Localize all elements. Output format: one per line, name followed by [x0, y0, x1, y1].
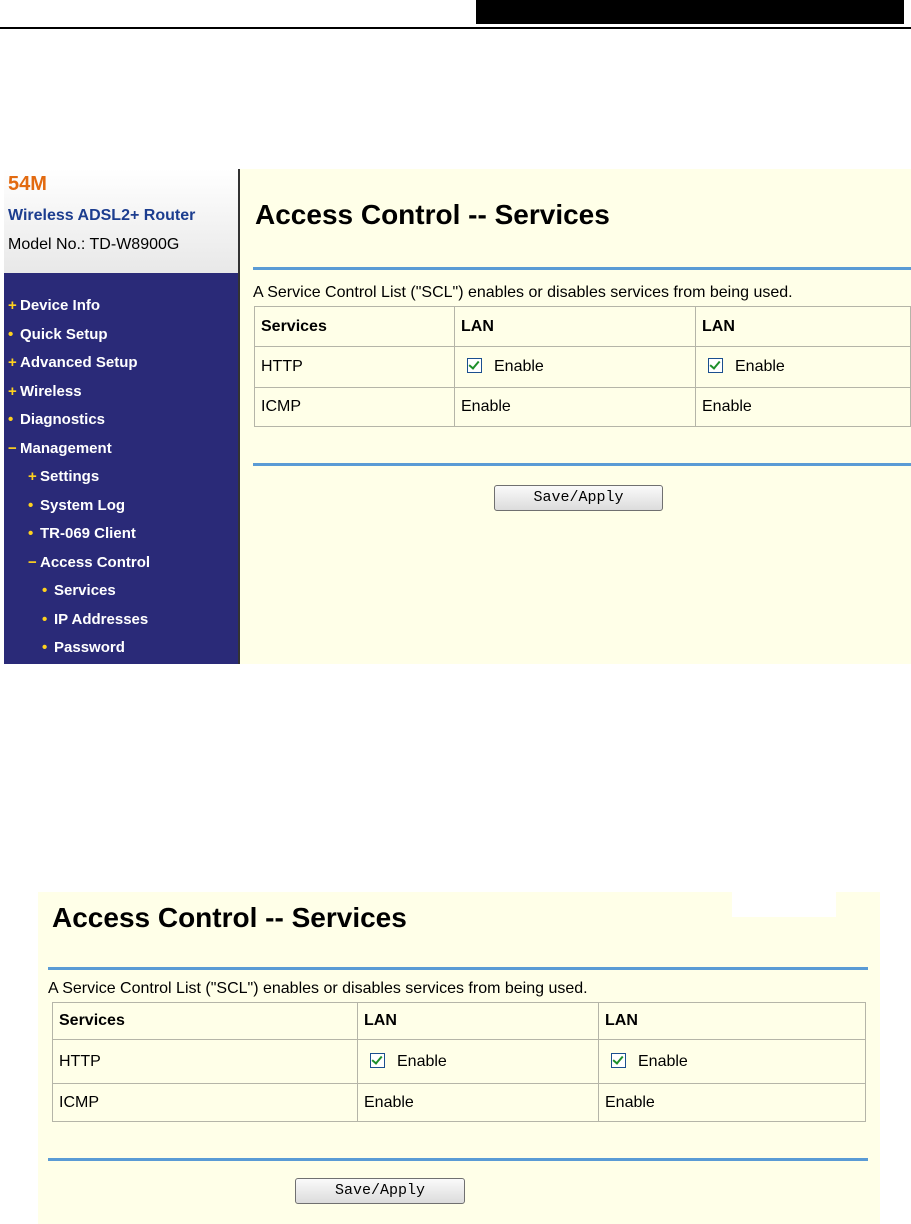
checkbox-checked-icon[interactable]	[467, 358, 482, 373]
sidebar-item-label: IP Addresses	[54, 611, 149, 628]
sidebar-item-label: Quick Setup	[20, 326, 108, 343]
page-title: Access Control -- Services	[255, 199, 610, 230]
sidebar-item-label: Settings	[40, 468, 100, 485]
router-web-ui-full	[4, 169, 911, 664]
sidebar-item-label: Advanced Setup	[20, 354, 138, 371]
table-row	[255, 388, 911, 427]
brand-product: Wireless ADSL2+ Router	[8, 207, 196, 224]
sidebar-item-services[interactable]	[42, 582, 116, 599]
checkbox-checked-icon[interactable]	[611, 1053, 626, 1068]
model-label: Model No.:	[8, 236, 90, 253]
service-name: ICMP	[53, 1084, 358, 1122]
bullet-icon: •	[42, 582, 48, 599]
sidebar-item-diagnostics[interactable]	[8, 411, 105, 428]
bullet-icon: •	[8, 411, 14, 428]
bullet-icon: •	[8, 326, 14, 343]
service-toggle-cell[interactable]	[696, 347, 911, 388]
sidebar-item-device-info[interactable]	[8, 297, 100, 314]
main-content	[240, 169, 911, 664]
sidebar-item-settings[interactable]	[28, 468, 99, 485]
sidebar-item-ip-addresses[interactable]	[42, 611, 148, 628]
header-services: Services	[255, 307, 455, 347]
collapse-icon: −	[28, 554, 37, 571]
bullet-icon: •	[42, 611, 48, 628]
sidebar-item-label: TR-069 Client	[40, 525, 136, 542]
sidebar-item-access-control[interactable]	[28, 554, 150, 571]
sidebar-item-label: Services	[54, 582, 116, 599]
service-name: HTTP	[255, 347, 455, 388]
sidebar-item-label: Access Control	[40, 554, 151, 571]
checkbox-label: Enable	[638, 1052, 688, 1070]
page-header-rule	[0, 27, 911, 29]
sidebar-item-label: System Log	[40, 497, 126, 514]
save-apply-button[interactable]: Save/Apply	[295, 1178, 465, 1204]
expand-icon: +	[8, 354, 17, 371]
service-status: Enable	[599, 1084, 866, 1122]
bullet-icon: •	[28, 525, 34, 542]
services-table	[254, 306, 911, 427]
sidebar-item-system-log[interactable]	[28, 497, 125, 514]
checkbox-label: Enable	[494, 358, 544, 375]
service-toggle-cell[interactable]	[455, 347, 696, 388]
header-lan: LAN	[599, 1003, 866, 1040]
brand-model	[8, 236, 179, 254]
sidebar-item-label: Diagnostics	[20, 411, 106, 428]
sidebar-item-management[interactable]	[8, 440, 112, 457]
table-header-row	[53, 1003, 866, 1040]
divider-top	[48, 967, 868, 970]
divider-bottom	[48, 1158, 868, 1161]
page-title: Access Control -- Services	[52, 902, 407, 933]
sidebar-item-quick-setup[interactable]	[8, 326, 108, 343]
model-value: TD-W8900G	[89, 236, 180, 253]
sidebar-item-label: Password	[54, 639, 125, 656]
expand-icon: +	[8, 383, 17, 400]
service-status: Enable	[696, 388, 911, 427]
service-name: ICMP	[255, 388, 455, 427]
sidebar	[4, 169, 238, 664]
page-header-bar	[476, 0, 904, 24]
checkbox-checked-icon[interactable]	[708, 358, 723, 373]
expand-icon: +	[28, 468, 37, 485]
bullet-icon: •	[28, 497, 34, 514]
header-lan: LAN	[358, 1003, 599, 1040]
checkbox-label: Enable	[397, 1052, 447, 1070]
checkbox-checked-icon[interactable]	[370, 1053, 385, 1068]
brand-panel	[4, 169, 238, 273]
expand-icon: +	[8, 297, 17, 314]
service-name: HTTP	[53, 1040, 358, 1084]
header-lan: LAN	[696, 307, 911, 347]
page-description: A Service Control List ("SCL") enables or disables services from being used.	[48, 980, 588, 997]
header-services: Services	[53, 1003, 358, 1040]
service-toggle-cell[interactable]	[599, 1040, 866, 1084]
sidebar-item-label: Wireless	[20, 383, 82, 400]
table-row	[255, 347, 911, 388]
divider-top	[253, 267, 911, 270]
sidebar-item-label: Device Info	[20, 297, 101, 314]
bullet-icon: •	[42, 639, 48, 656]
table-row	[53, 1084, 866, 1122]
collapse-icon: −	[8, 440, 17, 457]
sidebar-item-label: Management	[20, 440, 112, 457]
page-description: A Service Control List ("SCL") enables or disables services from being used.	[253, 284, 793, 301]
table-row	[53, 1040, 866, 1084]
service-toggle-cell[interactable]	[358, 1040, 599, 1084]
checkbox-label: Enable	[735, 358, 785, 375]
sidebar-item-advanced-setup[interactable]	[8, 354, 138, 371]
save-apply-button[interactable]: Save/Apply	[494, 485, 663, 511]
sidebar-item-password[interactable]	[42, 639, 125, 656]
blank-patch	[732, 892, 836, 917]
divider-bottom	[253, 463, 911, 466]
table-header-row	[255, 307, 911, 347]
sidebar-item-wireless[interactable]	[8, 383, 82, 400]
service-status: Enable	[358, 1084, 599, 1122]
brand-speed: 54M	[8, 173, 47, 195]
header-lan: LAN	[455, 307, 696, 347]
sidebar-item-tr069-client[interactable]	[28, 525, 136, 542]
services-table	[52, 1002, 866, 1122]
router-web-ui-detail	[38, 892, 880, 1224]
service-status: Enable	[455, 388, 696, 427]
